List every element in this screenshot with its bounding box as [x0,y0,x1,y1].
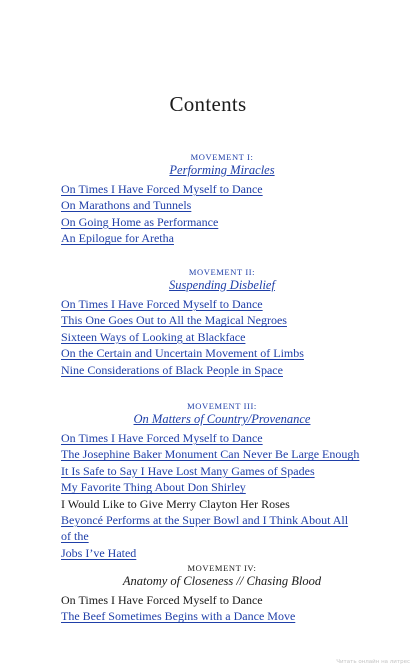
toc-entry[interactable] [61,446,361,462]
movement-title[interactable] [83,412,361,427]
toc-entry-link[interactable]: Nine Considerations of Black People in Space [61,362,283,377]
toc-entry-link[interactable]: Jobs I’ve Hated [61,545,137,560]
toc-entry-link[interactable]: On Going Home as Performance [61,214,219,229]
toc-entry-text: I Would Like to Give Merry Clayton Her Roses [61,496,290,511]
movement-title-text[interactable]: Performing Miracles [169,163,275,177]
toc-entry-link[interactable]: On Times I Have Forced Myself to Dance [61,431,263,445]
movement-title-text[interactable]: On Matters of Country/Provenance [133,412,311,426]
movement-section-3 [61,401,361,561]
toc-entry-list [61,296,361,378]
movement-title-text: Anatomy of Closeness // Chasing Blood [122,574,322,588]
toc-entry-link[interactable]: On Times I Have Forced Myself to Dance [61,297,263,311]
toc-entry [61,496,361,512]
toc-entry-link[interactable]: Sixteen Ways of Looking at Blackface [61,329,246,344]
movement-title[interactable] [83,278,361,293]
toc-entry-text: On Times I Have Forced Myself to Dance [61,593,263,607]
toc-entry[interactable] [61,329,361,345]
movement-section-4 [61,563,361,625]
toc-entry-list [61,430,361,561]
toc-entry-link[interactable]: An Epilogue for Aretha [61,231,174,246]
movement-label: MOVEMENT IV: [187,563,257,573]
movement-label[interactable]: MOVEMENT I: [190,152,254,162]
toc-entry-link[interactable]: The Josephine Baker Monument Can Never Be Large Enough [61,447,360,462]
toc-entry-link[interactable]: On Marathons and Tunnels [61,198,192,213]
movement-title [83,574,361,589]
toc-entry-link[interactable]: The Beef Sometimes Begins with a Dance Move [61,609,296,624]
toc-entry-link[interactable]: My Favorite Thing About Don Shirley [61,480,246,495]
toc-entry[interactable] [61,197,361,213]
toc-entry[interactable] [61,181,361,197]
watermark: Читать онлайн на литрес [336,659,410,665]
toc-entry[interactable] [61,463,361,479]
toc-entry[interactable] [61,512,361,545]
toc-entry[interactable] [61,362,361,378]
toc-entry[interactable] [61,545,361,561]
toc-entry[interactable] [61,230,361,246]
toc-entry[interactable] [61,214,361,230]
toc-entry[interactable] [61,430,361,446]
toc-entry[interactable] [61,312,361,328]
toc-entry[interactable] [61,479,361,495]
toc-entry-link[interactable]: It Is Safe to Say I Have Lost Many Games of Spades [61,463,315,478]
toc-entry-list [61,181,361,247]
movement-title-text[interactable]: Suspending Disbelief [169,278,275,292]
movement-section-1 [61,152,361,247]
toc-entry-link[interactable]: On the Certain and Uncertain Movement of Limbs [61,346,304,361]
toc-entry-link[interactable]: Beyoncé Performs at the Super Bowl and I Think About All of the [61,513,349,544]
movement-label[interactable]: MOVEMENT III: [187,401,257,411]
toc-entry[interactable] [61,608,361,624]
page-title: Contents [169,92,247,116]
toc-entry[interactable] [61,345,361,361]
toc-entry-list [61,592,361,625]
toc-entry[interactable] [61,296,361,312]
toc-entry [61,592,361,608]
toc-entry-link[interactable]: This One Goes Out to All the Magical Negroes [61,313,287,328]
toc-entry-link[interactable]: On Times I Have Forced Myself to Dance [61,182,263,196]
movement-section-2 [61,267,361,378]
movement-label[interactable]: MOVEMENT II: [188,267,256,277]
movement-title[interactable] [83,163,361,178]
